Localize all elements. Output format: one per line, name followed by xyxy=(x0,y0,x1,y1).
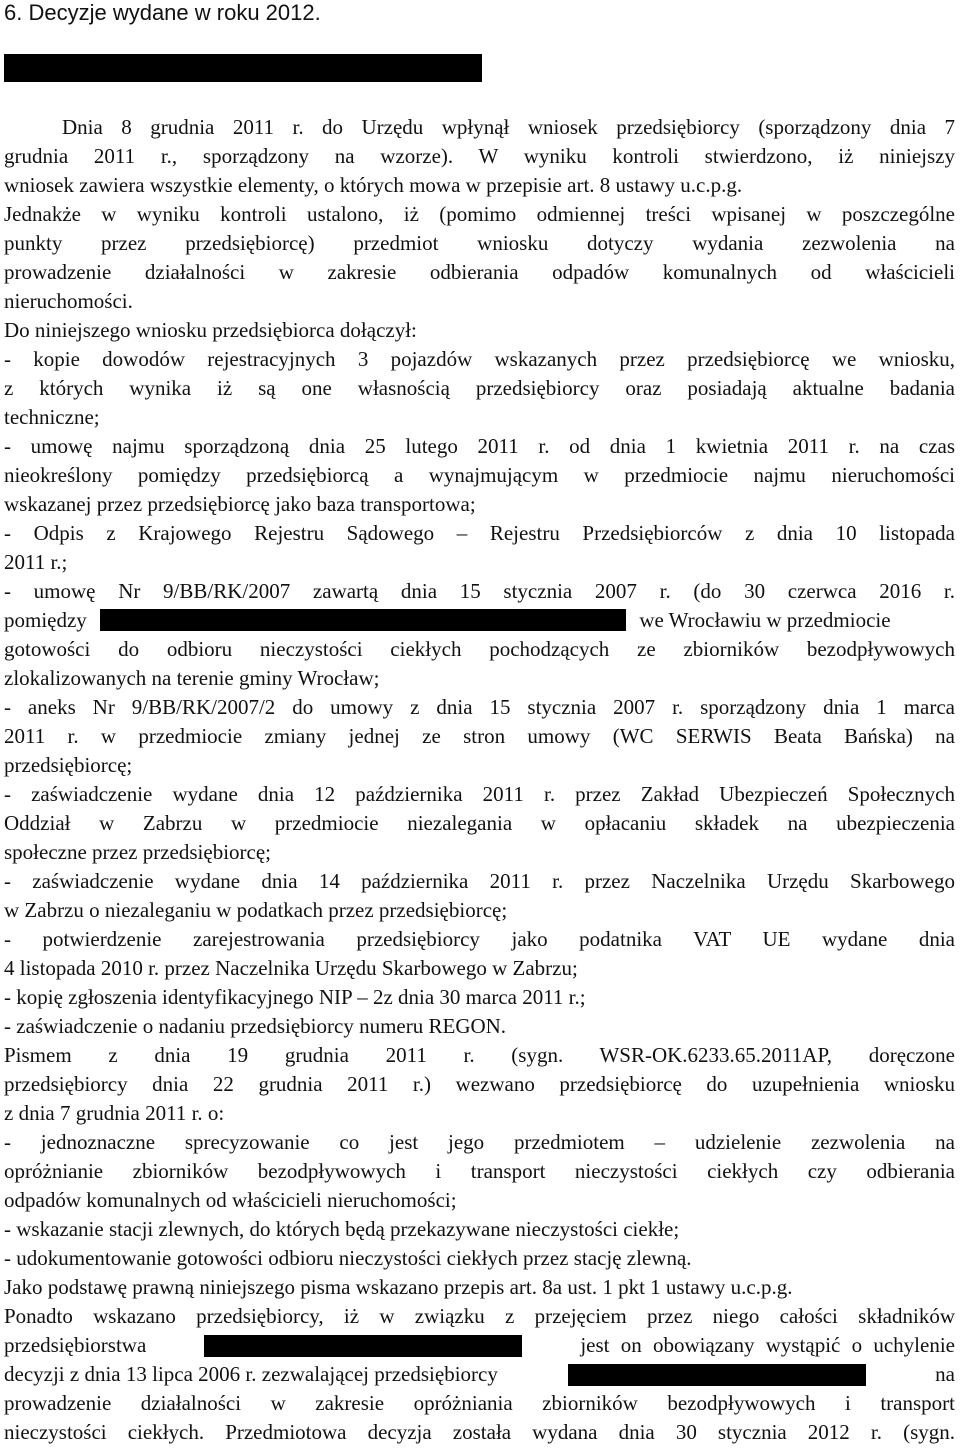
redacted-inline xyxy=(100,609,626,631)
redacted-inline xyxy=(568,1364,866,1386)
text-line: - kopię zgłoszenia identyfikacyjnego NIP – 2z dnia 30 marca 2011 r.; xyxy=(4,985,586,1009)
text-line: przedsiębiorcę; xyxy=(4,753,133,777)
text-line: społeczne przez przedsiębiorcę; xyxy=(4,840,272,864)
text-fragment: decyzji z dnia 13 lipca 2006 r. zezwalającej przedsiębiorcy xyxy=(4,1362,498,1386)
text-line: nieokreślony pomiędzy przedsiębiorcą a wynajmującym w przedmiocie najmu nieruchomości xyxy=(4,463,955,487)
text-line-redacted xyxy=(4,1331,955,1360)
text-line: - umowę Nr 9/BB/RK/2007 zawartą dnia 15 stycznia 2007 r. (do 30 czerwca 2016 r. xyxy=(4,579,955,603)
text-line: wskazanej przez przedsiębiorcę jako baza transportowa; xyxy=(4,492,476,516)
text-line: Dnia 8 grudnia 2011 r. do Urzędu wpłynął wniosek przedsiębiorcy (sporządzony dnia 7 xyxy=(62,115,955,139)
text-line: odpadów komunalnych od właścicieli nieruchomości; xyxy=(4,1188,457,1212)
text-line: Oddział w Zabrzu w przedmiocie niezalegania w opłacaniu składek na ubezpieczenia xyxy=(4,811,955,835)
text-line: Ponadto wskazano przedsiębiorcy, iż w związku z przejęciem przez niego całości składników xyxy=(4,1304,955,1328)
text-fragment: przedsiębiorstwa xyxy=(4,1333,147,1357)
text-line: - udokumentowanie gotowości odbioru nieczystości ciekłych przez stację zlewną. xyxy=(4,1246,692,1270)
text-fragment: pomiędzy xyxy=(4,608,87,632)
text-line: Jako podstawę prawną niniejszego pisma wskazano przepis art. 8a ust. 1 pkt 1 ustawy u.c.p.g. xyxy=(4,1275,793,1299)
text-line: zlokalizowanych na terenie gminy Wrocław; xyxy=(4,666,380,690)
text-line: - potwierdzenie zarejestrowania przedsiębiorcy jako podatnika VAT UE wydane dnia xyxy=(4,927,955,951)
text-line: grudnia 2011 r., sporządzony na wzorze). W wyniku kontroli stwierdzono, iż niniejszy xyxy=(4,144,955,168)
text-line: - aneks Nr 9/BB/RK/2007/2 do umowy z dnia 15 stycznia 2007 r. sporządzony dnia 1 marca xyxy=(4,695,955,719)
text-fragment: jest on obowiązany wystąpić o uchylenie xyxy=(580,1333,955,1357)
text-line: Pismem z dnia 19 grudnia 2011 r. (sygn. WSR-OK.6233.65.2011AP, doręczone xyxy=(4,1043,955,1067)
text-line: z których wynika iż są one własnością przedsiębiorcy oraz posiadają aktualne badania xyxy=(4,376,955,400)
text-line: prowadzenie działalności w zakresie odbierania odpadów komunalnych od właścicieli xyxy=(4,260,955,284)
text-line: z dnia 7 grudnia 2011 r. o: xyxy=(4,1101,225,1125)
text-line: Jednakże w wyniku kontroli ustalono, iż (pomimo odmiennej treści wpisanej w poszczególne xyxy=(4,202,955,226)
text-line: gotowości do odbioru nieczystości ciekłych pochodzących ze zbiorników bezodpływowych xyxy=(4,637,955,661)
text-line: w Zabrzu o niezaleganiu w podatkach przez przedsiębiorcę; xyxy=(4,898,508,922)
text-line: - zaświadczenie wydane dnia 14 października 2011 r. przez Naczelnika Urzędu Skarbowego xyxy=(4,869,955,893)
text-fragment: we Wrocławiu w przedmiocie xyxy=(639,608,891,632)
text-line: - wskazanie stacji zlewnych, do których będą przekazywane nieczystości ciekłe; xyxy=(4,1217,680,1241)
text-line: 4 listopada 2010 r. przez Naczelnika Urzędu Skarbowego w Zabrzu; xyxy=(4,956,578,980)
text-line: prowadzenie działalności w zakresie opróżniania zbiorników bezodpływowych i transport xyxy=(4,1391,955,1415)
text-line-redacted xyxy=(4,606,955,635)
text-line: 2011 r. w przedmiocie zmiany jednej ze stron umowy (WC SERWIS Beata Bańska) na xyxy=(4,724,955,748)
text-fragment: na xyxy=(935,1362,955,1386)
text-line: wniosek zawiera wszystkie elementy, o których mowa w przepisie art. 8 ustawy u.c.p.g. xyxy=(4,173,743,197)
text-line: - umowę najmu sporządzoną dnia 25 lutego 2011 r. od dnia 1 kwietnia 2011 r. na czas xyxy=(4,434,955,458)
text-line: nieczystości ciekłych. Przedmiotowa decyzja została wydana dnia 30 stycznia 2012 r. (sygn. xyxy=(4,1420,955,1444)
text-line: - zaświadczenie wydane dnia 12 października 2011 r. przez Zakład Ubezpieczeń Społecznych xyxy=(4,782,955,806)
text-line: Do niniejszego wniosku przedsiębiorca dołączył: xyxy=(4,318,417,342)
text-line: techniczne; xyxy=(4,405,100,429)
redacted-inline xyxy=(204,1335,522,1357)
section-heading: 6. Decyzje wydane w roku 2012. xyxy=(4,0,321,25)
text-line-redacted xyxy=(4,1360,955,1389)
text-line: nieruchomości. xyxy=(4,289,133,313)
text-line: 2011 r.; xyxy=(4,550,68,574)
redacted-block xyxy=(4,54,482,82)
text-line: - jednoznaczne sprecyzowanie co jest jego przedmiotem – udzielenie zezwolenia na xyxy=(4,1130,955,1154)
text-line: - zaświadczenie o nadaniu przedsiębiorcy numeru REGON. xyxy=(4,1014,507,1038)
text-line: - Odpis z Krajowego Rejestru Sądowego – Rejestru Przedsiębiorców z dnia 10 listopada xyxy=(4,521,955,545)
text-line: punkty przez przedsiębiorcę) przedmiot wniosku dotyczy wydania zezwolenia na xyxy=(4,231,955,255)
text-line: opróżnianie zbiorników bezodpływowych i transport nieczystości ciekłych czy odbierania xyxy=(4,1159,955,1183)
text-line: - kopie dowodów rejestracyjnych 3 pojazdów wskazanych przez przedsiębiorcę we wniosku, xyxy=(4,347,955,371)
text-line: przedsiębiorcy dnia 22 grudnia 2011 r.) wezwano przedsiębiorcę do uzupełnienia wniosku xyxy=(4,1072,955,1096)
